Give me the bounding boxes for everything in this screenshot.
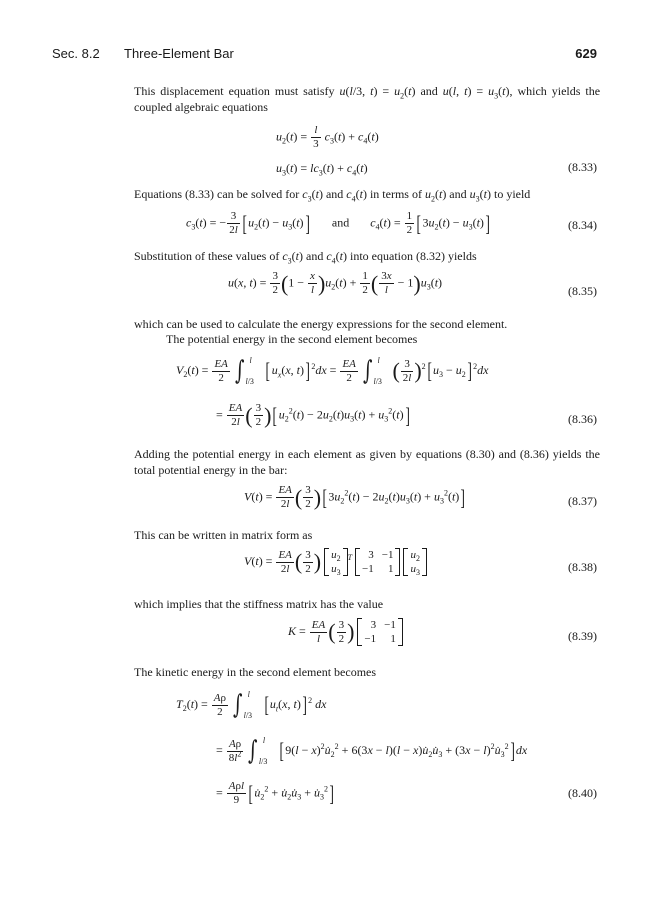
paragraph-kinetic-energy-intro: The kinetic energy in the second element becomes xyxy=(134,665,377,679)
running-title: Three-Element Bar xyxy=(124,46,234,61)
equation-number-8-39: (8.39) xyxy=(568,629,597,643)
paragraph-substitution: Substitution of these values of $c_3(t)$ and $c_4(t)$ into equation (8.32) yields xyxy=(134,249,477,266)
equation-8-36-line1: $V_2(t)$ = $\frac{EA}{2}$ ∫ l l/3 [$u_x(x$, t)]$^2$dx = $\frac{EA}{2}$ ∫ l l/3 ( $\frac{3}{2l}$ )$^2[u_3 - u_2]^2dx$ xyxy=(176,356,489,386)
equation-8-40-line1: $T_2(t)$ = $\frac{A\rho}{2}$ ∫ l l/3 [$u_t(x$, t)]$^2$ dx xyxy=(176,690,327,720)
equation-8-40-line3: = $\frac{\text{Aρl}}{9}$ [$u̇_2^2$ + $u̇_2u̇_3$ + $u̇_3^2$] xyxy=(216,780,334,806)
equation-number-8-35: (8.35) xyxy=(568,284,597,298)
paragraph-potential-energy-intro: The potential energy in the second element becomes xyxy=(166,332,418,346)
equation-8-35: u(x, t) = $\frac{3}{2}$ (1 − $\frac{x}{l}$ )$u_2(t)$ + $\frac{1}{2}$ ( $\frac{3x}{l}$ − $1)u_3(t)$ xyxy=(228,270,443,296)
paragraph-total-potential-energy: Adding the potential energy in each element as given by equations (8.30) and (8.36) yields the total potential energy in the bar: xyxy=(134,447,600,477)
equation-8-40-line2: = $\frac{A\rho}{8l^2}$ ∫ l l/3 [$9(l - x)^2u̇_2^2 + 6(3x - l)(l$ − $x)u̇_2u̇_3 + (3x$ − $l)^2u̇_3^2]dx$ xyxy=(216,736,528,766)
paragraph-stiffness-matrix: which implies that the stiffness matrix has the value xyxy=(134,597,384,611)
section-label: Sec. 8.2 xyxy=(52,46,100,61)
equation-8-39: K = $\frac{EA}{l}$ ( $\frac{3}{2}$ ) 3 −1 −1 1 xyxy=(288,618,403,646)
paragraph-energy-expressions: which can be used to calculate the energy expressions for the second element. xyxy=(134,317,508,331)
equation-number-8-34: (8.34) xyxy=(568,218,597,232)
equation-8-33-line1: $u_2(t)$ = $\frac{l}{3}$ $c_3(t) + c_4(t)$ xyxy=(276,124,379,150)
equation-8-33-line2: $u_3(t) = lc_3(t) + c_4(t)$ xyxy=(276,161,368,178)
equation-8-38: V(t) = $\frac{EA}{2l}$ ( $\frac{3}{2}$ ) $u_2$ $u_3^T$ 3 −1 −1 1 $u_2$ $u_3$ xyxy=(244,548,427,576)
paragraph-displacement-constraint: This displacement equation must satisfy u(l/3, $t) = u_2(t)$ and u(l, $t) = u_3(t)$, which yields the coupled algebraic equations xyxy=(134,84,601,114)
equation-8-37: V(t) = $\frac{EA}{2l}$ ( $\frac{3}{2}$ )$[3u_2^2(t) - 2u_2(t)u_3(t) + u_3^2(t)]$ xyxy=(244,484,466,510)
paragraph-matrix-form: This can be written in matrix form as xyxy=(134,528,313,542)
page-number: 629 xyxy=(575,46,597,61)
paragraph-solve-c3-c4: Equations (8.33) can be solved for $c_3(t)$ and $c_4(t)$ in terms of $u_2(t)$ and $u_3(t)$ to yield xyxy=(134,187,531,204)
equation-number-8-37: (8.37) xyxy=(568,494,597,508)
equation-number-8-38: (8.38) xyxy=(568,560,597,574)
equation-8-34: $c_3(t)$ = − $\frac{3}{2l}$ $[u_2(t) - u_3(t)]$ and $c_4(t)$ = $\frac{1}{2}$ $[3u_2(t) - u_3(t)]$ xyxy=(186,210,490,236)
equation-number-8-33: (8.33) xyxy=(568,160,597,174)
equation-number-8-40: (8.40) xyxy=(568,786,597,800)
equation-number-8-36: (8.36) xyxy=(568,412,597,426)
equation-8-36-line2: = $\frac{EA}{2l}$ ( $\frac{3}{2}$ )$[u_2^2(t) - 2u_2(t)u_3(t) + u_3^2(t)]$ xyxy=(216,402,410,428)
